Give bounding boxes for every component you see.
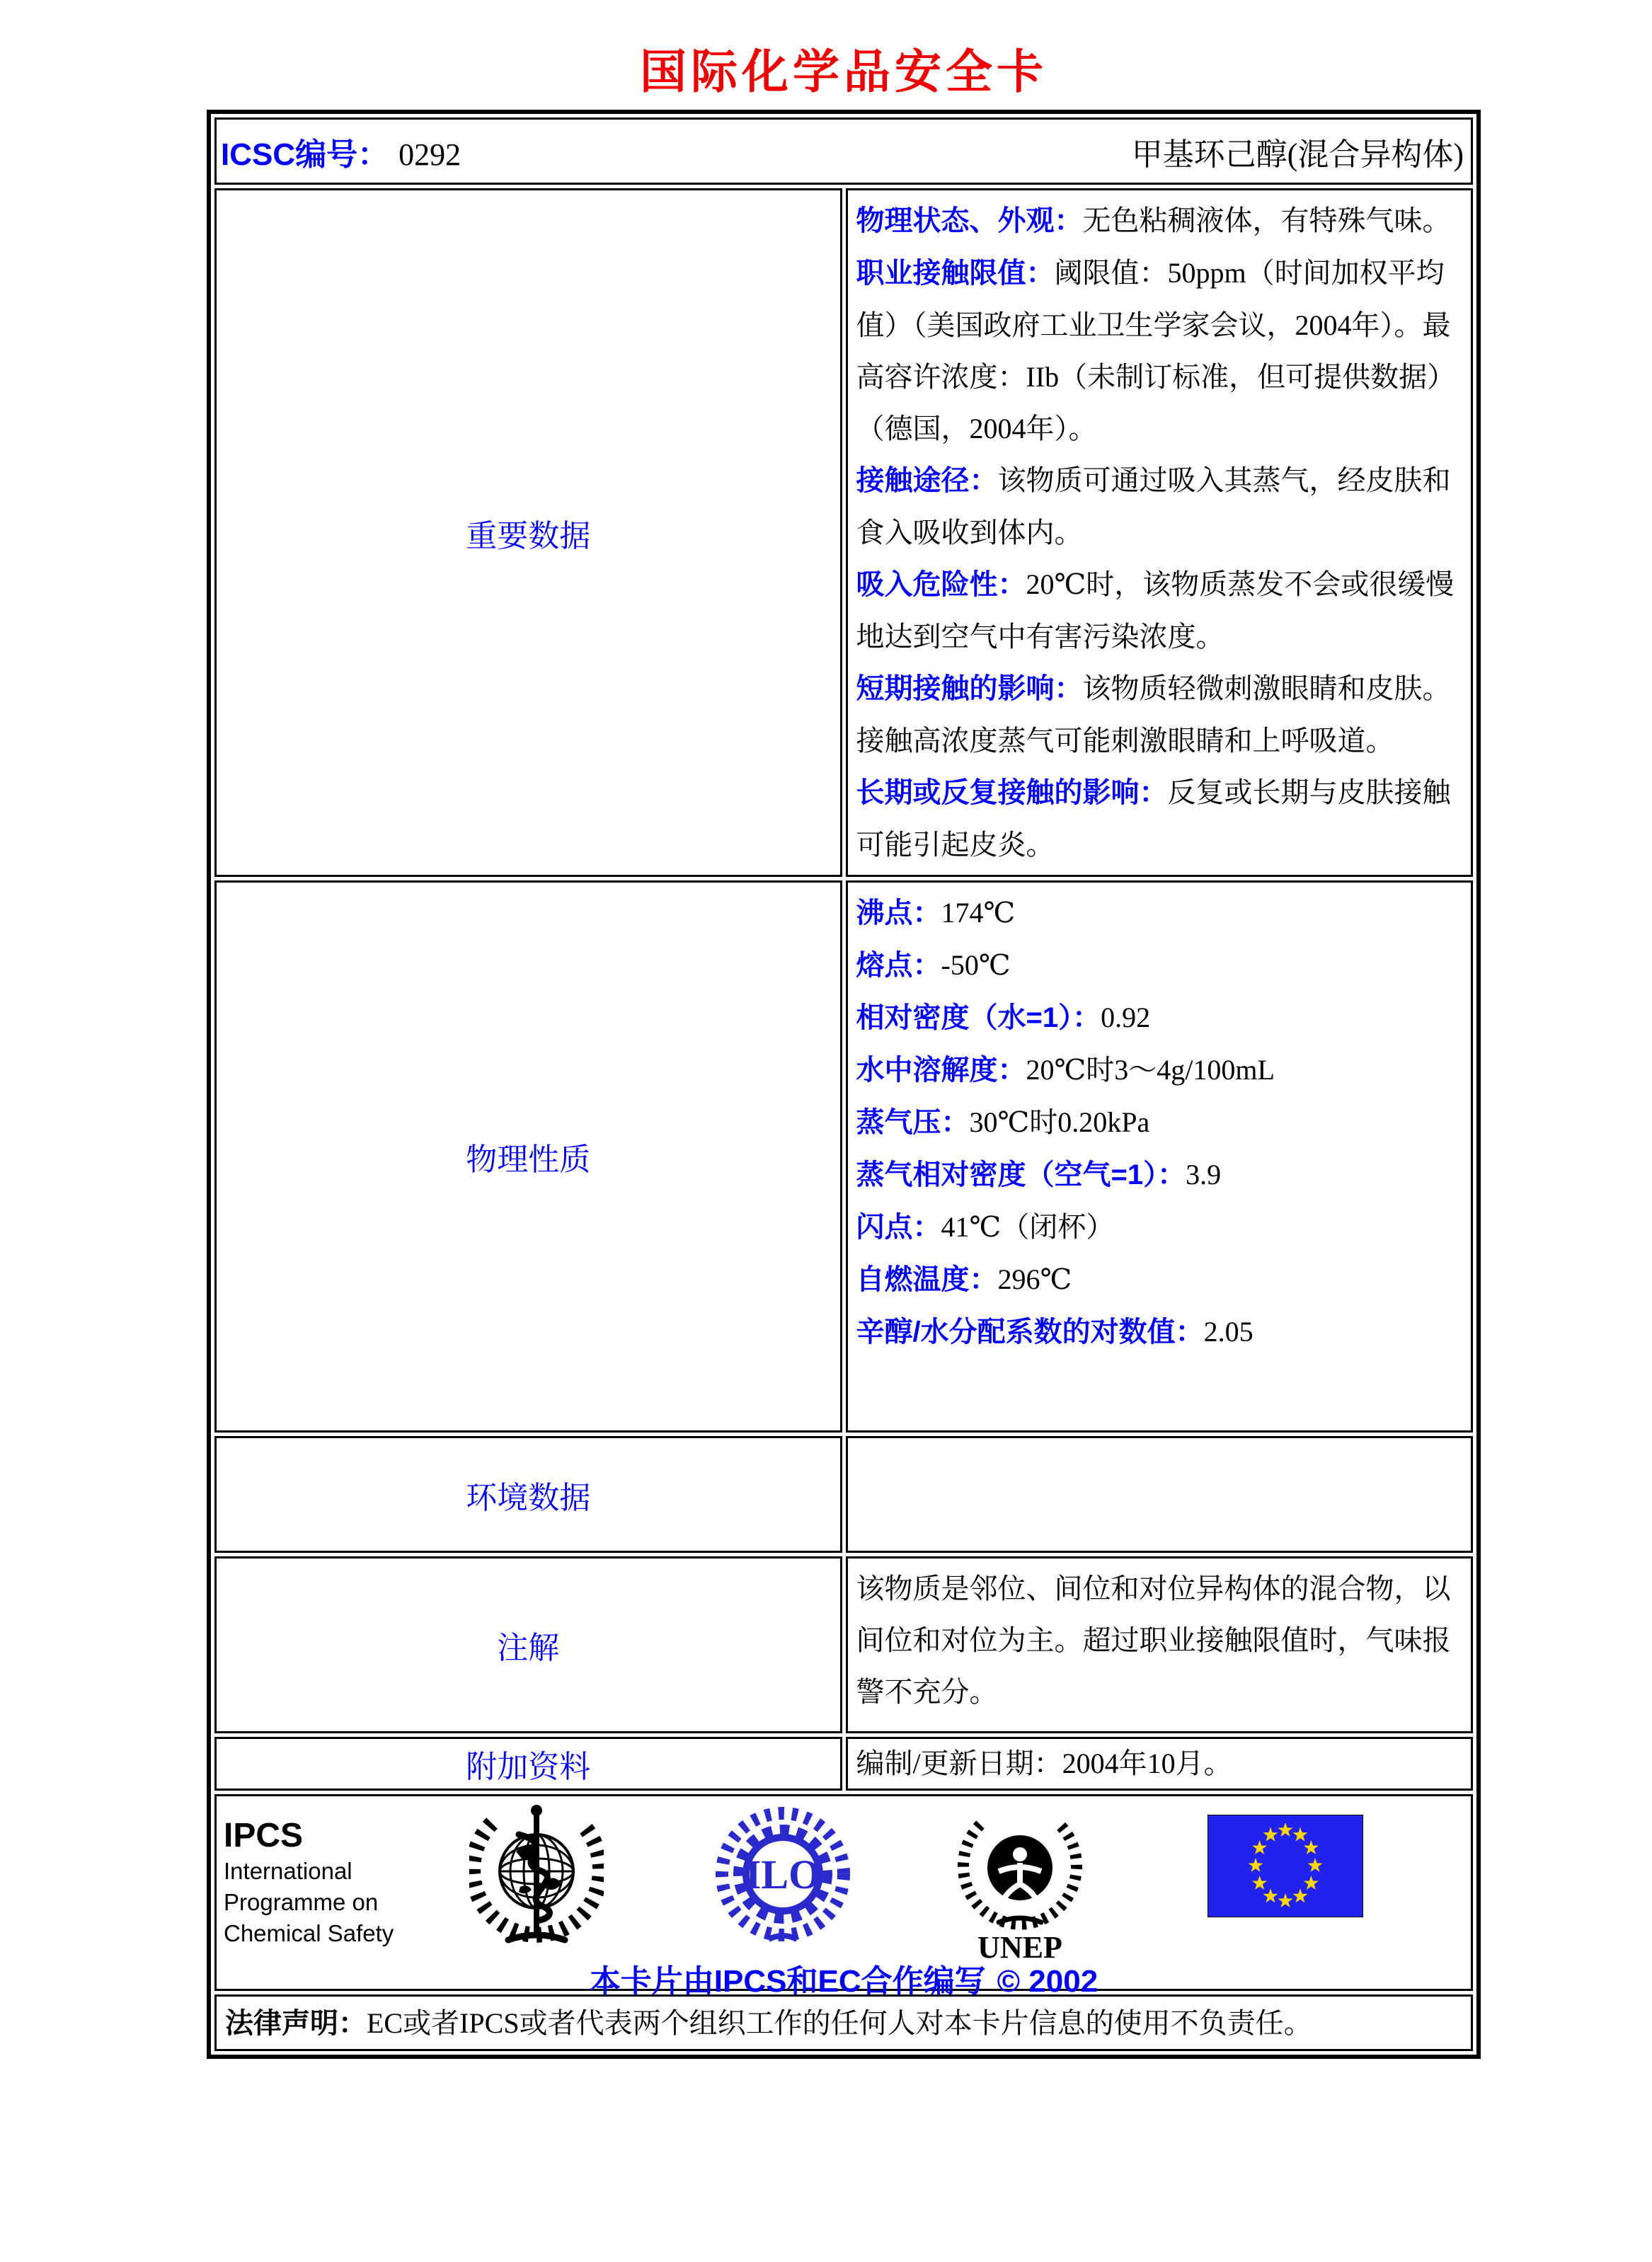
- item-text: 阈限值：50ppm（时间加权平均值）（美国政府工业卫生学家会议，2004年）。最高容许浓度：IIb（未制订标准，但可提供数据）（德国，2004年）。: [856, 257, 1456, 444]
- physical-properties-label: 物理性质: [214, 880, 842, 1433]
- important-data-content: [846, 188, 1474, 877]
- item-text: -50℃: [941, 949, 1011, 981]
- header-cell: [214, 117, 1473, 185]
- item-text: 该物质轻微刺激眼睛和皮肤。接触高浓度蒸气可能刺激眼睛和上呼吸道。: [856, 672, 1451, 757]
- important-item: [856, 558, 1462, 662]
- additional-info-label: 附加资料: [214, 1737, 842, 1791]
- caption-text: 本卡片由IPCS和EC合作编写: [589, 1964, 986, 1999]
- physical-item: [856, 1306, 1462, 1358]
- environmental-data-row: [214, 1436, 1473, 1553]
- item-label: 接触途径：: [856, 465, 998, 496]
- item-label: 职业接触限值：: [856, 258, 1055, 289]
- caption-year: © 2002: [997, 1964, 1099, 1999]
- logos-row: [214, 1794, 1473, 1991]
- ipcs-line: Programme on: [224, 1889, 379, 1915]
- item-text: 该物质可通过吸入其蒸气，经皮肤和食入吸收到体内。: [856, 464, 1451, 549]
- eu-flag-icon: [1208, 1815, 1363, 1921]
- cooperation-caption: [217, 1956, 1471, 2001]
- legal-cell: [214, 1994, 1473, 2051]
- legal-label: 法律声明：: [225, 2008, 367, 2039]
- notes-row: [214, 1556, 1473, 1733]
- item-label: 沸点：: [856, 897, 941, 929]
- important-item: [856, 195, 1462, 247]
- item-text: 0.92: [1101, 1001, 1151, 1033]
- item-label: 物理状态、外观：: [856, 205, 1083, 236]
- additional-info-row: [214, 1737, 1473, 1791]
- environmental-data-label: 环境数据: [214, 1436, 842, 1553]
- item-label: 熔点：: [856, 950, 941, 981]
- header-row: [214, 117, 1473, 185]
- physical-item: [856, 1096, 1462, 1149]
- physical-properties-row: [214, 880, 1473, 1433]
- icsc-number-label: ICSC编号：: [221, 137, 389, 172]
- important-data-label: 重要数据: [214, 188, 842, 877]
- physical-item: [856, 1201, 1462, 1253]
- ipcs-text-block: [224, 1816, 394, 1949]
- item-text: 30℃时0.20kPa: [969, 1106, 1150, 1138]
- ipcs-line: International: [224, 1858, 352, 1884]
- physical-item: [856, 939, 1462, 992]
- item-text: 41℃（闭杯）: [941, 1211, 1115, 1243]
- item-label: 蒸气压：: [856, 1107, 970, 1138]
- important-item: [856, 767, 1462, 871]
- important-item: [856, 454, 1462, 558]
- additional-info-content: [846, 1737, 1474, 1791]
- physical-item: [856, 1253, 1462, 1306]
- who-icon: [469, 1801, 604, 1951]
- important-item: [856, 247, 1462, 454]
- physical-item: [856, 887, 1462, 939]
- legal-row: [214, 1994, 1473, 2051]
- item-text: 20℃时3～4g/100mL: [1026, 1054, 1275, 1086]
- item-label: 闪点：: [856, 1212, 941, 1243]
- ilo-letters: ILO: [745, 1851, 821, 1898]
- notes-content: [846, 1556, 1474, 1733]
- notes-label: 注解: [214, 1556, 842, 1733]
- icsc-table: [207, 110, 1481, 2059]
- item-text: 2.05: [1203, 1316, 1254, 1348]
- icsc-number-value: 0292: [398, 137, 461, 172]
- item-label: 短期接触的影响：: [856, 673, 1083, 704]
- important-data-row: [214, 188, 1473, 877]
- item-label: 辛醇/水分配系数的对数值：: [856, 1316, 1204, 1348]
- physical-item: [856, 1149, 1462, 1201]
- physical-item: [856, 992, 1462, 1044]
- icsc-card: [207, 110, 1481, 2059]
- item-label: 相对密度（水=1）：: [856, 1002, 1101, 1033]
- unep-letters: UNEP: [977, 1930, 1062, 1963]
- item-text: 反复或长期与皮肤接触可能引起皮炎。: [856, 776, 1451, 861]
- item-label: 自燃温度：: [856, 1264, 998, 1295]
- item-label: 长期或反复接触的影响：: [856, 777, 1168, 808]
- item-text: 296℃: [997, 1263, 1072, 1295]
- item-text: 174℃: [941, 897, 1016, 929]
- legal-text: EC或者IPCS或者代表两个组织工作的任何人对本卡片信息的使用不负责任。: [367, 2007, 1312, 2039]
- unep-icon: [956, 1801, 1084, 1967]
- substance-name: 甲基环己醇(混合异构体): [1131, 137, 1464, 172]
- environmental-data-content: [846, 1436, 1474, 1553]
- physical-item: [856, 1044, 1462, 1096]
- icsc-number-group: [221, 129, 461, 174]
- ipcs-name: IPCS: [224, 1817, 304, 1854]
- notes-text: 该物质是邻位、间位和对位异构体的混合物，以间位和对位为主。超过职业接触限值时，气味报警不充分。: [856, 1573, 1451, 1708]
- item-label: 吸入危险性：: [856, 569, 1026, 600]
- item-label: 水中溶解度：: [856, 1055, 1026, 1086]
- item-text: 20℃时，该物质蒸发不会或很缓慢地达到空气中有害污染浓度。: [856, 568, 1455, 653]
- ipcs-line: Chemical Safety: [224, 1920, 394, 1946]
- page-title: 国际化学品安全卡: [640, 45, 1048, 98]
- ilo-icon: [712, 1803, 854, 1948]
- logos-cell: [214, 1794, 1473, 1999]
- physical-properties-content: [846, 880, 1474, 1433]
- item-text: 无色粘稠液体，有特殊气味。: [1082, 205, 1451, 236]
- item-label: 蒸气相对密度（空气=1）：: [856, 1159, 1186, 1190]
- additional-info-text: 编制/更新日期：2004年10月。: [856, 1747, 1232, 1779]
- item-text: 3.9: [1186, 1159, 1222, 1190]
- important-item: [856, 662, 1462, 767]
